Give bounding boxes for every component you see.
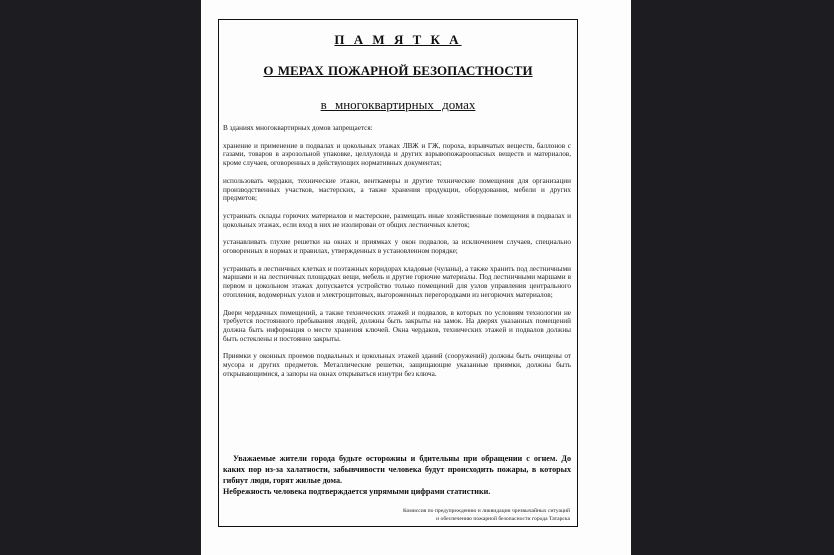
warning-text: Уважаемые жители города будьте осторожны и бдительны при обращении с огнем. До каких пор из-за халатности, забывчивости человека будут происходить пожары, в которых гибнут люди, горят жилые дома. [223, 454, 571, 485]
rule-paragraph: Двери чердачных помещений, а также технических этажей и подвалов, в которых по условиям технологии не требуется постоянного пребывания людей, должны быть закрыты на замок. На дверях указанных помещений должна быть информация о месте хранения ключей. Окна чердаков, технических этажей и подвалов должны быть остеклены и постоянно закрыты. [223, 308, 571, 343]
document-page [201, 0, 631, 555]
rule-paragraph: Приямки у оконных проемов подвальных и цокольных этажей зданий (сооружений) должны быть очищены от мусора и других предметов. Металлические решетки, защищающие указанные приямки, должны быть открывающимися, а запоры на окнах открываться изнутри без ключа. [223, 352, 571, 378]
document-subtitle: О МЕРАХ ПОЖАРНОЙ БЕЗОПАСТНОСТИ [263, 63, 533, 78]
document-body [223, 124, 571, 387]
document-subtitle-2: в многоквартирных домах [320, 97, 476, 112]
rule-paragraph: устанавливать глухие решетки на окнах и приямках у окон подвалов, за исключением случаев, специально оговоренных в нормах и правилах, утвержденных в установленном порядке; [223, 238, 571, 256]
intro-paragraph: В зданиях многоквартирных домов запрещается: [223, 124, 373, 132]
commission-line-2: и обеспечению пожарной безопасности города Татарска [436, 516, 570, 522]
commission-signature [403, 507, 570, 523]
warning-statistics-text: Небрежность человека подтверждается упрямыми цифрами статистики. [223, 487, 491, 496]
page-border-frame [218, 19, 578, 527]
rule-paragraph: устраивать склады горючих материалов и мастерские, размещать иные хозяйственные помещения в подвалах и цокольных этажах, если вход в них не изолирован от общих лестничных клеток; [223, 211, 571, 229]
rule-paragraph: устраивать в лестничных клетках и поэтажных коридорах кладовые (чуланы), а также хранить под лестничными маршами и на лестничных площадках вещи, мебель и другие горючие материалы. Под лестничными маршами в первом и цокольном этажах допускается устройство только помещений для узлов управления центрального отопления, водомерных узлов и электрощитовых, выгороженных перегородками из негорючих материалов; [223, 264, 571, 299]
warning-block [223, 453, 571, 497]
commission-line-1: Комиссия по предупреждению и ликвидации чрезвычайных ситуаций [403, 508, 570, 514]
rule-paragraph: использовать чердаки, технические этажи, венткамеры и другие технические помещения для организации производственных участков, мастерских, а также хранения продукции, оборудования, мебели и других предметов; [223, 176, 571, 203]
document-title: П А М Я Т К А [334, 32, 462, 47]
rule-paragraph: хранение и применение в подвалах и цокольных этажах ЛВЖ и ГЖ, пороха, взрывчатых веществ, баллонов с газами, товаров в аэрозольной упаковке, целлулоида и других взрывопожароопасных веществ и материалов, кроме случаев, оговоренных в действующих нормативных документах; [223, 141, 571, 168]
